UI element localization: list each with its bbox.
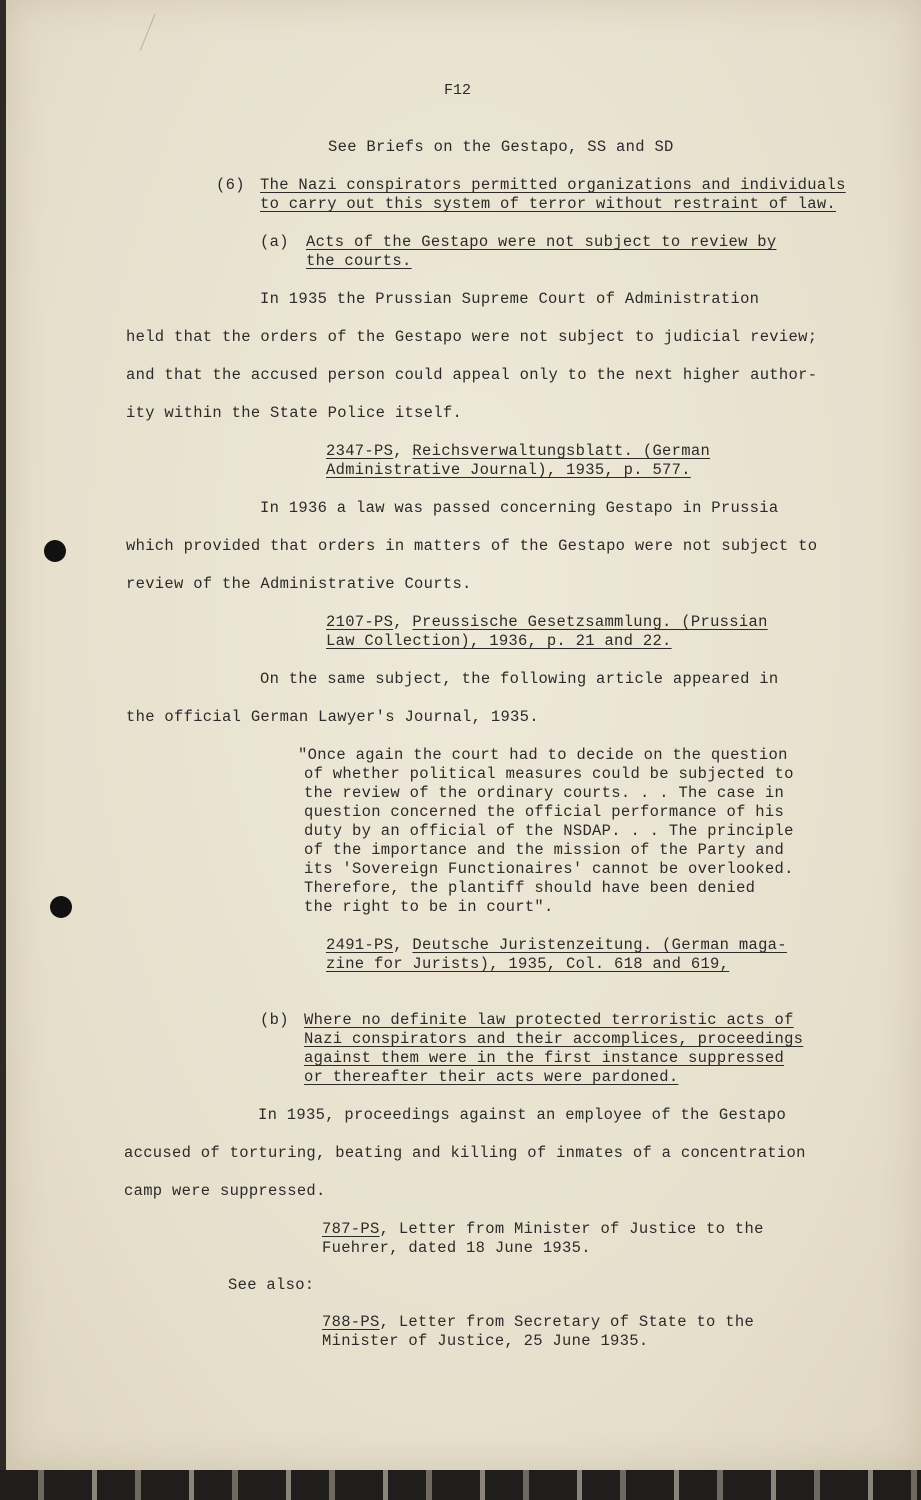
citation-line: Law Collection), 1936, p. 21 and 22. (326, 632, 672, 650)
document-page (6, 0, 921, 1470)
subsection-b-heading: Where no definite law protected terroristic acts of (304, 1011, 794, 1029)
citation-title: Reichsverwaltungsblatt. (German (412, 442, 711, 460)
section-6-heading: The Nazi conspirators permitted organizations and individuals (260, 176, 846, 194)
subsection-a-marker: (a) (260, 233, 289, 251)
paragraph-line: accused of torturing, beating and killing of inmates of a concentration (124, 1144, 806, 1162)
section-6-marker: (6) (216, 176, 245, 194)
quote-line: of the importance and the mission of the Party and (304, 841, 785, 859)
citation-title: Letter from Minister of Justice to the (398, 1220, 764, 1238)
paragraph-line: and that the accused person could appeal only to the next higher author- (126, 366, 818, 384)
citation-title: Deutsche Juristenzeitung. (German maga- (412, 936, 787, 954)
quote-line: the review of the ordinary courts. . . The case in (304, 784, 785, 802)
quote-line: the right to be in court". (304, 898, 554, 916)
citation: 788-PS, Letter from Secretary of State to the (322, 1313, 755, 1331)
quote-line: duty by an official of the NSDAP. . . The principle (304, 822, 794, 840)
citation-ref: 2491-PS (326, 936, 394, 954)
citation-title: Letter from Secretary of State to the (398, 1313, 755, 1331)
subsection-b-heading: against them were in the first instance suppressed (304, 1049, 785, 1067)
paragraph-line: In 1935 the Prussian Supreme Court of Administration (260, 290, 760, 308)
section-6-heading: to carry out this system of terror without restraint of law. (260, 195, 837, 213)
see-also-label: See also: (228, 1276, 315, 1294)
scan-edge-strip (0, 1470, 921, 1500)
paragraph-line: the official German Lawyer's Journal, 1935. (126, 708, 539, 726)
subsection-b-heading: or thereafter their acts were pardoned. (304, 1068, 679, 1086)
citation-ref: 2347-PS (326, 442, 394, 460)
quote-line: Therefore, the plantiff should have been denied (304, 879, 756, 897)
subsection-a-heading: Acts of the Gestapo were not subject to review by (306, 233, 777, 251)
citation-line: Fuehrer, dated 18 June 1935. (322, 1239, 591, 1257)
quote-line: "Once again the court had to decide on the question (298, 746, 788, 764)
paragraph-line: held that the orders of the Gestapo were not subject to judicial review; (126, 328, 818, 346)
citation-ref: 2107-PS (326, 613, 394, 631)
see-briefs-note: See Briefs on the Gestapo, SS and SD (328, 138, 674, 156)
paragraph-line: On the same subject, the following article appeared in (260, 670, 779, 688)
subsection-a-heading: the courts. (306, 252, 412, 270)
paragraph-line: which provided that orders in matters of the Gestapo were not subject to (126, 537, 818, 555)
paragraph-line: review of the Administrative Courts. (126, 575, 472, 593)
citation: 2347-PS, Reichsverwaltungsblatt. (German (326, 442, 711, 460)
punch-hole-icon (50, 896, 72, 918)
quote-line: of whether political measures could be subjected to (304, 765, 794, 783)
quote-line: question concerned the official performance of his (304, 803, 785, 821)
citation: 2491-PS, Deutsche Juristenzeitung. (German maga- (326, 936, 787, 954)
paragraph-line: In 1935, proceedings against an employee of the Gestapo (258, 1106, 787, 1124)
subsection-b-heading: Nazi conspirators and their accomplices, proceedings (304, 1030, 804, 1048)
citation: 787-PS, Letter from Minister of Justice to the (322, 1220, 764, 1238)
citation-line: Administrative Journal), 1935, p. 577. (326, 461, 691, 479)
paragraph-line: In 1936 a law was passed concerning Gestapo in Prussia (260, 499, 779, 517)
citation-line: zine for Jurists), 1935, Col. 618 and 619, (326, 955, 730, 973)
paragraph-line: camp were suppressed. (124, 1182, 326, 1200)
pencil-mark (140, 14, 184, 63)
citation-ref: 788-PS (322, 1313, 380, 1331)
page-number: F12 (444, 82, 472, 99)
subsection-b-marker: (b) (260, 1011, 289, 1029)
paragraph-line: ity within the State Police itself. (126, 404, 463, 422)
citation-title: Preussische Gesetzsammlung. (Prussian (412, 613, 768, 631)
quote-line: its 'Sovereign Functionaires' cannot be overlooked. (304, 860, 794, 878)
citation: 2107-PS, Preussische Gesetzsammlung. (Prussian (326, 613, 768, 631)
citation-ref: 787-PS (322, 1220, 380, 1238)
punch-hole-icon (44, 540, 66, 562)
citation-line: Minister of Justice, 25 June 1935. (322, 1332, 649, 1350)
